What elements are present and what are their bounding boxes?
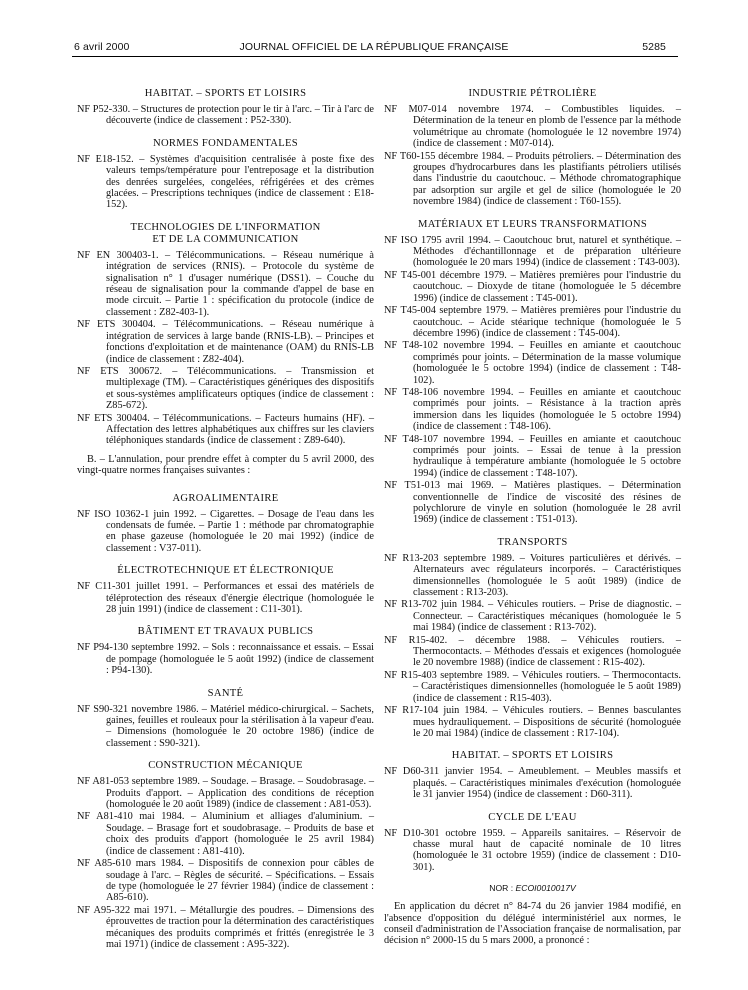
section-gap <box>77 750 374 760</box>
standard-entry: NF T48-106 novembre 1994. – Feuilles en amiante et caoutchouc comprimés pour joints. – Résistance à la traction après immersion dans les liquides (homologuée le 5 octobre 1994) (indice de classement : T48-106). <box>384 386 681 433</box>
standard-entry: NF A81-053 septembre 1989. – Soudage. – Brasage. – Soudobrasage. – Produits d'apport. – Application des conditions de réception (homologuée le 20 août 1989) (indice de classement : A81-053). <box>77 776 374 811</box>
section-heading-industrie-petroliere: INDUSTRIE PÉTROLIÈRE <box>468 88 597 99</box>
section-heading-batiment-et-travaux-publics: BÂTIMENT ET TRAVAUX PUBLICS <box>137 626 314 638</box>
right-column <box>384 88 681 947</box>
section-gap <box>77 616 374 626</box>
standard-entry: NF P52-330. – Structures de protection pour le tir à l'arc. – Tir à l'arc de découverte (indice de classement : P52-330). <box>77 104 374 127</box>
section-gap <box>77 555 374 565</box>
standard-entry: NF E18-152. – Systèmes d'acquisition centralisée à poste fixe des valeurs temps/température pour l'entreposage et la distribution des denrées surgelées, congelées, réfrigérées et des crèmes glacées. – Prescriptions techniques (indice de classement : E18-152). <box>77 153 374 211</box>
page-number: 5285 <box>642 41 666 53</box>
section-heading-materiaux-et-leurs-transformations: MATÉRIAUX ET LEURS TRANSFORMATIONS <box>417 218 648 230</box>
section-heading-sante: SANTÉ <box>207 687 244 699</box>
nor-label: NOR : <box>489 883 514 894</box>
section-heading-construction-mecanique: CONSTRUCTION MÉCANIQUE <box>148 760 303 772</box>
standard-entry: NF A95-322 mai 1971. – Métallurgie des poudres. – Dimensions des éprouvettes de traction pour la détermination des caractéristiques mécaniques des produits comprimés et frittés (enregistrée le 3 mai 1971) (indice de classement : A95-322). <box>77 904 374 950</box>
section-heading-habitat-sports-et-loisirs: HABITAT. – SPORTS ET LOISIRS <box>451 750 614 762</box>
nor-code: ECOI0010017V <box>515 883 576 894</box>
standard-entry: NF T45-001 décembre 1979. – Matières premières pour l'industrie du caoutchouc. – Dioxyde de titane (homologuée le 5 décembre 1996) (indice de classement : T45-001). <box>384 269 681 304</box>
section-heading-agroalimentaire: AGROALIMENTAIRE <box>172 492 279 504</box>
standard-entry: NF EN 300403-1. – Télécommunications. – Réseau numérique à intégration de services (RNIS). – Protocole du système de signalisation n° 1 d'usager numérique (DSS1). – Couche du réseau de signalisation pour la commande d'appel de base en mode circuit. – Partie 1 : spécification du protocole (indice de classement : Z82-403-1). <box>77 249 374 318</box>
standard-entry: NF ETS 300672. – Télécommunications. – Transmission et multiplexage (TM). – Caractéristiques génériques des dispositifs et sous-systèmes amplificateurs optiques (indice de classement : Z85-672). <box>77 365 374 412</box>
standard-entry: NF T48-102 novembre 1994. – Feuilles en amiante et caoutchouc comprimés pour joints. – Détermination de la masse volumique (homologuée le 5 octobre 1994) (indice de classement : T48-102). <box>384 340 681 386</box>
standard-entry: NF P94-130 septembre 1992. – Sols : reconnaissance et essais. – Essai de pompage (homologuée le 5 août 1992) (indice de classement : P94-130). <box>77 642 374 677</box>
closing-paragraph: En application du décret n° 84-74 du 26 janvier 1984 modifié, en l'absence d'opposition du délégué interministériel aux normes, le conseil d'administration de l'Association française de normalisation, par décision n° 2000-15 du 5 mars 2000, a prononcé : <box>384 901 681 947</box>
section-heading-habitat-sports-et-loisirs: HABITAT. – SPORTS ET LOISIRS <box>144 88 307 99</box>
standard-entry: NF ETS 300404. – Télécommunications. – Réseau numérique à intégration de services à large bande (RNIS-LB). – Principes et fonctions d'exploitation et de maintenance (OAM) du RNIS-LB (indice de classement : Z82-404). <box>77 319 374 365</box>
standard-entry: NF T51-013 mai 1969. – Matières plastiques. – Détermination conventionnelle de l'indice de viscosité des résines de polychlorure de vinyle en solution (homologuée le 28 avril 1969) (indice de classement : T51-013). <box>384 480 681 526</box>
standard-entry: NF A85-610 mars 1984. – Dispositifs de connexion pour câbles de soudage à l'arc. – Règles de sécurité. – Spécifications. – Essais de type (homologuée le 27 février 1984) (indice de classement : A85-610). <box>77 858 374 904</box>
left-column <box>77 88 374 951</box>
section-gap <box>77 128 374 138</box>
standard-entry: NF R13-203 septembre 1989. – Voitures particulières et dérivés. – Alternateurs avec régulateurs incorporés. – Caractéristiques dimensionnelles (homologuée le 5 août 1989) (indice de classement : R13-203). <box>384 552 681 599</box>
section-gap <box>384 527 681 537</box>
section-heading-normes-fondamentales: NORMES FONDAMENTALES <box>153 137 298 149</box>
section-gap <box>384 740 681 750</box>
standard-entry: NF ISO 10362-1 juin 1992. – Cigarettes. – Dosage de l'eau dans les condensats de fumée. – Partie 1 : méthode par chromatographie en phase gazeuse (homologuée le 20 mai 1992) (indice de classement : V37-011). <box>77 508 374 554</box>
section-heading-cycle-de-l-eau: CYCLE DE L'EAU <box>488 811 577 823</box>
section-heading-technologies-de-l-information-et-de-la-communication: TECHNOLOGIES DE L'INFORMATION ET DE LA COMMUNICATION <box>130 221 321 245</box>
nor-reference <box>384 883 681 893</box>
standard-entry: NF T45-004 septembre 1979. – Matières premières pour l'industrie du caoutchouc. – Acide stéarique technique (homologuée le 5 décembre 1996) (indice de classement : T45-004). <box>384 305 681 339</box>
section-heading-transports: TRANSPORTS <box>497 536 568 548</box>
section-gap <box>77 678 374 688</box>
standard-entry: NF D10-301 octobre 1959. – Appareils sanitaires. – Réservoir de chasse mural haut de capacité nominale de 10 litres (homologuée le 31 octobre 1959) (indice de classement : D10-301). <box>384 827 681 873</box>
standard-entry: NF R15-402. – décembre 1988. – Véhicules routiers. – Thermocontacts. – Méthodes d'essais et exigences (homologuée le 20 novembre 1988) (indice de classement : R15-402). <box>384 634 681 669</box>
standard-entry: NF C11-301 juillet 1991. – Performances et essai des matériels de téléprotection des réseaux d'énergie électrique (homologuée le 28 juin 1991) (indice de classement : C11-301). <box>77 581 374 615</box>
standard-entry: NF R13-702 juin 1984. – Véhicules routiers. – Prise de diagnostic. – Connecteur. – Caractéristiques mécaniques (homologuée le 5 mai 1984) (indice de classement : R13-702). <box>384 599 681 634</box>
section-gap <box>77 212 374 222</box>
issue-date: 6 avril 2000 <box>74 41 130 53</box>
standard-entry: NF S90-321 novembre 1986. – Matériel médico-chirurgical. – Sachets, gaines, feuilles et rouleaux pour la stérilisation à la vapeur d'eau. – Dimensions (homologuée le 20 octobre 1986) (indice de classement : S90-321). <box>77 703 374 749</box>
section-gap <box>77 483 374 493</box>
standard-entry: NF M07-014 novembre 1974. – Combustibles liquides. – Détermination de la teneur en plomb de l'essence par la méthode volumétrique au chromate (homologuée le 12 novembre 1974) (indice de classement : M07-014). <box>384 104 681 150</box>
section-gap <box>384 209 681 219</box>
journal-title: JOURNAL OFFICIEL DE LA RÉPUBLIQUE FRANÇAISE <box>239 41 509 53</box>
standard-entry: NF R15-403 septembre 1989. – Véhicules routiers. – Thermocontacts. – Caractéristiques dimensionnelles (homologuée le 5 août 1989) (indice de classement : R15-403). <box>384 669 681 704</box>
standard-entry: NF R17-104 juin 1984. – Véhicules routiers. – Bennes basculantes mues hydrauliquement. – Dispositions de sécurité (homologuée le 20 mai 1984) (indice de classement : R17-104). <box>384 705 681 739</box>
standard-entry: NF D60-311 janvier 1954. – Ameublement. – Meubles massifs et plaqués. – Caractéristiques minimales d'exécution (homologuée le 31 janvier 1954) (indice de classement : D60-311). <box>384 766 681 801</box>
annulation-paragraph: B. – L'annulation, pour prendre effet à compter du 5 avril 2000, des vingt-quatre normes françaises suivantes : <box>77 453 374 477</box>
section-heading-electrotechnique-et-electronique: ÉLECTROTECHNIQUE ET ÉLECTRONIQUE <box>117 565 334 577</box>
standard-entry: NF A81-410 mai 1984. – Aluminium et alliages d'aluminium. – Soudage. – Brasage fort et soudobrasage. – Produits de base et choix des produits d'apport (homologuée le 25 avril 1984) (indice de classement : A81-410). <box>77 811 374 857</box>
standard-entry: NF ETS 300404. – Télécommunications. – Facteurs humains (HF). – Affectation des lettres alphabétiques aux chiffres sur les claviers téléphoniques standards (indice de classement : Z89-640). <box>77 412 374 447</box>
section-gap <box>384 802 681 812</box>
standard-entry: NF ISO 1795 avril 1994. – Caoutchouc brut, naturel et synthétique. – Méthodes d'échantillonnage et de préparation ultérieure (homologuée le 20 mars 1994) (indice de classement : T43-003). <box>384 234 681 269</box>
standard-entry: NF T60-155 décembre 1984. – Produits pétroliers. – Détermination des groupes d'hydrocarbures dans les plastifiants pétroliers utilisés dans l'industrie du caoutchouc. – Méthode chromatographique par adsorption sur argile et gel de silice (homologuée le 20 novembre 1984) (indice de classement : T60-155). <box>384 150 681 208</box>
standard-entry: NF T48-107 novembre 1994. – Feuilles en amiante et caoutchouc comprimés pour joints. – Essai de tenue à la pression hydraulique à température ambiante (homologuée le 5 octobre 1994) (indice de classement : T48-107). <box>384 433 681 479</box>
header-rule <box>72 56 678 57</box>
